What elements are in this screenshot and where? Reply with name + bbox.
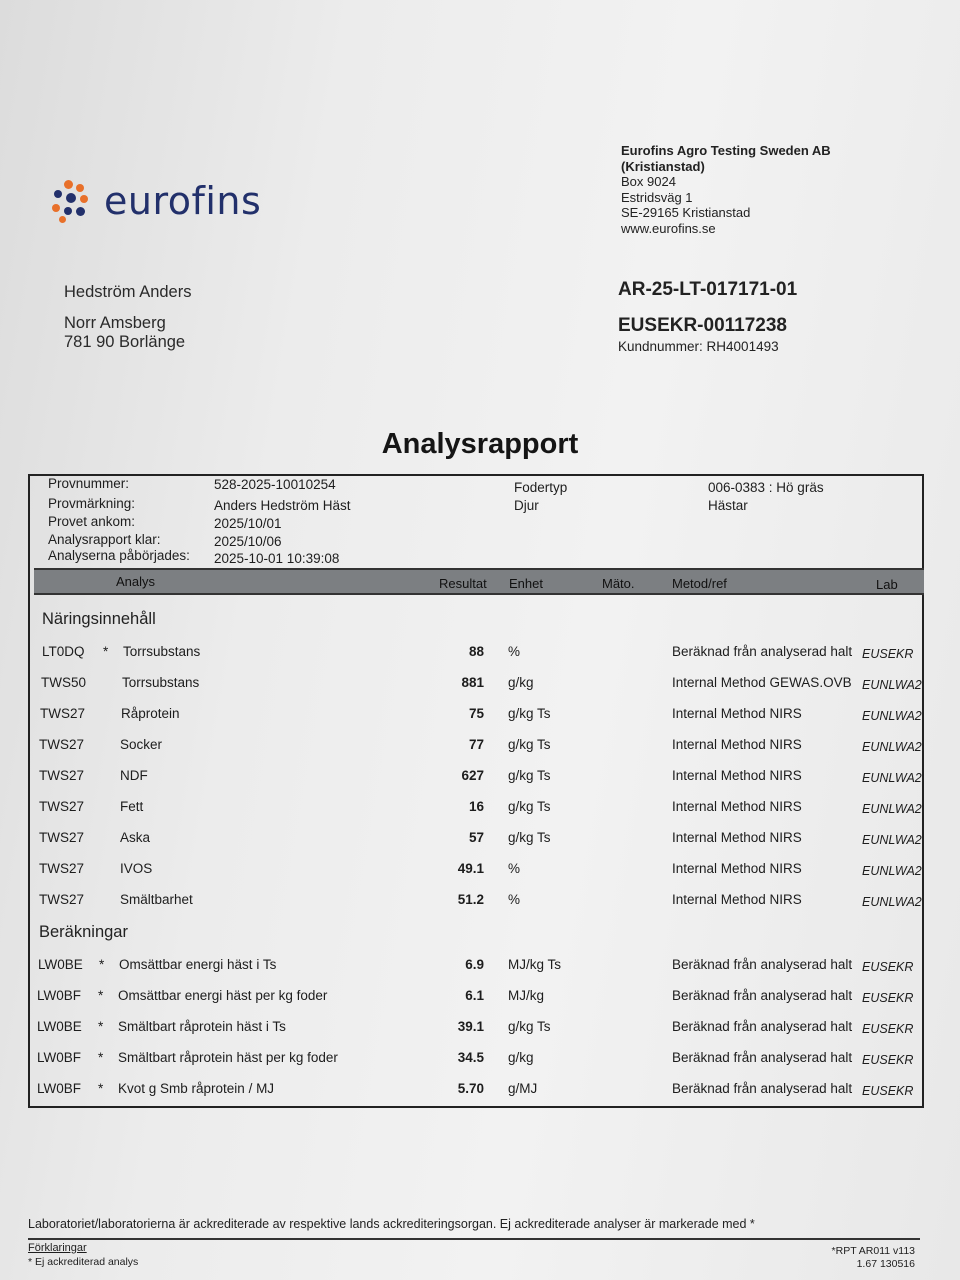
meta-value: Anders Hedström Häst	[214, 498, 351, 513]
meta-value: Hästar	[708, 498, 748, 513]
cell-name: Fett	[120, 799, 144, 814]
cell-name: Torrsubstans	[122, 675, 200, 690]
header-lab: Lab	[876, 577, 898, 592]
report-refs	[618, 279, 797, 354]
cell-name: Aska	[120, 830, 151, 845]
cell-name: Kvot g Smb råprotein / MJ	[118, 1081, 275, 1096]
header-enhet: Enhet	[509, 576, 543, 591]
cell-unit: %	[508, 644, 521, 659]
meta-value: 528-2025-10010254	[214, 477, 336, 492]
cell-unit: g/kg Ts	[508, 799, 551, 814]
cell-method: Beräknad från analyserad halt	[672, 1081, 853, 1096]
cell-code: LW0BE	[37, 1019, 82, 1034]
cell-lab: EUNLWA2	[862, 678, 922, 692]
cell-method: Internal Method NIRS	[672, 892, 802, 907]
cell-lab: EUSEKR	[862, 1053, 914, 1067]
cell-lab: EUNLWA2	[862, 864, 922, 878]
cell-unit: g/kg Ts	[508, 706, 551, 721]
cell-star: *	[98, 988, 104, 1003]
lab-number: EUSEKR-00117238	[618, 315, 787, 336]
recipient-name: Hedström Anders	[64, 283, 192, 301]
cell-code: TWS27	[39, 892, 85, 907]
meta-label: Provmärkning:	[48, 496, 136, 511]
cell-method: Beräknad från analyserad halt	[672, 957, 853, 972]
header-metod: Metod/ref	[672, 576, 727, 591]
cell-unit: %	[508, 861, 521, 876]
table-row	[0, 675, 960, 697]
cell-name: Smältbart råprotein häst i Ts	[118, 1019, 286, 1034]
cell-lab: EUNLWA2	[862, 740, 922, 754]
meta-value: 2025/10/06	[214, 534, 282, 549]
rpt-line2: 1.67 130516	[856, 1258, 915, 1270]
cell-result: 16	[468, 799, 484, 814]
company-location: (Kristianstad)	[621, 158, 705, 174]
footer-divider	[28, 1238, 920, 1240]
cell-code: TWS27	[39, 861, 85, 876]
cell-method: Beräknad från analyserad halt	[672, 644, 853, 659]
company-street: Estridsväg 1	[621, 189, 693, 205]
cell-code: TWS27	[39, 768, 85, 783]
recipient-city: 781 90 Borlänge	[64, 333, 186, 351]
meta-label: Analysrapport klar:	[48, 532, 161, 547]
cell-result: 88	[468, 644, 484, 659]
cell-method: Beräknad från analyserad halt	[672, 1019, 853, 1034]
company-web: www.eurofins.se	[621, 220, 716, 236]
table-row	[0, 830, 960, 852]
cell-code: LW0BE	[38, 957, 83, 972]
cell-lab: EUSEKR	[862, 1084, 914, 1098]
cell-code: LT0DQ	[42, 644, 85, 659]
cell-lab: EUSEKR	[862, 1022, 914, 1036]
cell-name: IVOS	[120, 861, 153, 876]
cell-star: *	[99, 957, 105, 972]
cell-result: 57	[468, 830, 484, 845]
cell-lab: EUNLWA2	[862, 833, 922, 847]
cell-result: 881	[461, 675, 484, 690]
cell-star: *	[98, 1050, 104, 1065]
cell-result: 34.5	[457, 1050, 484, 1065]
cell-unit: g/kg	[508, 1050, 534, 1065]
company-address	[621, 143, 831, 236]
cell-method: Beräknad från analyserad halt	[672, 988, 853, 1003]
table-row	[0, 892, 960, 914]
company-box: Box 9024	[621, 174, 676, 189]
cell-method: Beräknad från analyserad halt	[672, 1050, 853, 1065]
meta-label: Djur	[514, 498, 539, 513]
cell-name: Smältbarhet	[120, 892, 193, 907]
cell-lab: EUNLWA2	[862, 802, 922, 816]
cell-code: TWS27	[40, 706, 86, 721]
cell-unit: MJ/kg Ts	[508, 957, 562, 972]
section-naringsinnehall: Näringsinnehåll	[42, 610, 156, 628]
table-row	[0, 1050, 960, 1072]
accreditation-note: Laboratoriet/laboratorierna är ackrediterade av respektive lands ackrediteringsorgan. Ej ackrediterade analyser är markerade med *	[28, 1217, 755, 1231]
company-city: SE-29165 Kristianstad	[621, 205, 751, 220]
cell-method: Internal Method GEWAS.OVB	[672, 675, 852, 690]
footer-ej-ackred: * Ej ackrediterad analys	[28, 1256, 139, 1268]
report-number: AR-25-LT-017171-01	[618, 279, 798, 300]
cell-result: 39.1	[457, 1019, 484, 1034]
cell-lab: EUNLWA2	[862, 771, 922, 785]
table-row	[0, 957, 960, 979]
cell-name: Socker	[120, 737, 163, 752]
meta-label: Fodertyp	[514, 480, 568, 495]
cell-name: Omsättbar energi häst per kg foder	[118, 988, 328, 1003]
cell-name: Smältbart råprotein häst per kg foder	[118, 1050, 338, 1065]
cell-result: 77	[468, 737, 484, 752]
cell-code: TWS50	[41, 675, 87, 690]
cell-unit: g/kg Ts	[508, 737, 551, 752]
logo-text: eurofins	[104, 179, 262, 223]
cell-code: LW0BF	[37, 988, 82, 1003]
table-row	[0, 1019, 960, 1041]
cell-lab: EUSEKR	[862, 960, 914, 974]
footer-rpt	[822, 1245, 915, 1271]
meta-label: Analyserna påbörjades:	[48, 548, 190, 563]
header-resultat: Resultat	[439, 576, 487, 591]
cell-name: Omsättbar energi häst i Ts	[119, 957, 277, 972]
table-row	[0, 768, 960, 790]
cell-code: TWS27	[39, 830, 85, 845]
cell-unit: %	[508, 892, 521, 907]
cell-unit: MJ/kg	[508, 988, 545, 1003]
table-row	[0, 988, 960, 1010]
meta-label: Provet ankom:	[48, 514, 136, 529]
header-analys: Analys	[116, 574, 156, 589]
cell-method: Internal Method NIRS	[672, 737, 802, 752]
cell-star: *	[98, 1081, 104, 1096]
cell-unit: g/MJ	[508, 1081, 538, 1096]
meta-value: 006-0383 : Hö gräs	[708, 480, 824, 495]
cell-result: 5.70	[457, 1081, 484, 1096]
cell-code: LW0BF	[37, 1081, 82, 1096]
cell-code: TWS27	[39, 737, 85, 752]
meta-label: Provnummer:	[48, 476, 130, 491]
meta-value: 2025/10/01	[214, 516, 282, 531]
cell-method: Internal Method NIRS	[672, 861, 802, 876]
cell-result: 75	[468, 706, 484, 721]
cell-result: 6.9	[465, 957, 484, 972]
table-header	[34, 568, 924, 595]
cell-star: *	[103, 644, 109, 659]
cell-result: 49.1	[457, 861, 484, 876]
cell-result: 6.1	[465, 988, 484, 1003]
cell-name: Råprotein	[121, 706, 180, 721]
cell-method: Internal Method NIRS	[672, 830, 802, 845]
cell-code: TWS27	[39, 799, 85, 814]
section-berakningar: Beräkningar	[39, 923, 128, 941]
table-row	[0, 799, 960, 821]
cell-name: NDF	[120, 768, 148, 783]
cell-unit: g/kg	[508, 675, 534, 690]
rpt-line1: *RPT AR011 v113	[831, 1245, 915, 1257]
company-name: Eurofins Agro Testing Sweden AB	[621, 143, 831, 158]
table-row	[0, 644, 960, 666]
table-row	[0, 706, 960, 728]
meta-value: 2025-10-01 10:39:08	[214, 551, 340, 566]
eurofins-logo-icon	[50, 178, 96, 224]
cell-unit: g/kg Ts	[508, 1019, 551, 1034]
recipient-street: Norr Amsberg	[64, 314, 166, 332]
eurofins-logo	[50, 178, 261, 224]
cell-name: Torrsubstans	[123, 644, 201, 659]
table-row	[0, 737, 960, 759]
cell-lab: EUNLWA2	[862, 895, 922, 909]
header-mato: Mäto.	[602, 576, 635, 591]
cell-lab: EUSEKR	[862, 991, 914, 1005]
cell-lab: EUNLWA2	[862, 709, 922, 723]
cell-star: *	[98, 1019, 104, 1034]
table-row	[0, 861, 960, 883]
cell-method: Internal Method NIRS	[672, 768, 802, 783]
customer-number: Kundnummer: RH4001493	[618, 339, 779, 354]
cell-method: Internal Method NIRS	[672, 706, 802, 721]
cell-unit: g/kg Ts	[508, 830, 551, 845]
table-row	[0, 1081, 960, 1103]
cell-method: Internal Method NIRS	[672, 799, 802, 814]
cell-result: 51.2	[457, 892, 484, 907]
recipient-address	[64, 283, 191, 352]
cell-result: 627	[461, 768, 484, 783]
cell-unit: g/kg Ts	[508, 768, 551, 783]
cell-code: LW0BF	[37, 1050, 82, 1065]
footer-forklaringar: Förklaringar	[28, 1242, 87, 1254]
cell-lab: EUSEKR	[862, 647, 914, 661]
report-title: Analysrapport	[381, 428, 579, 460]
